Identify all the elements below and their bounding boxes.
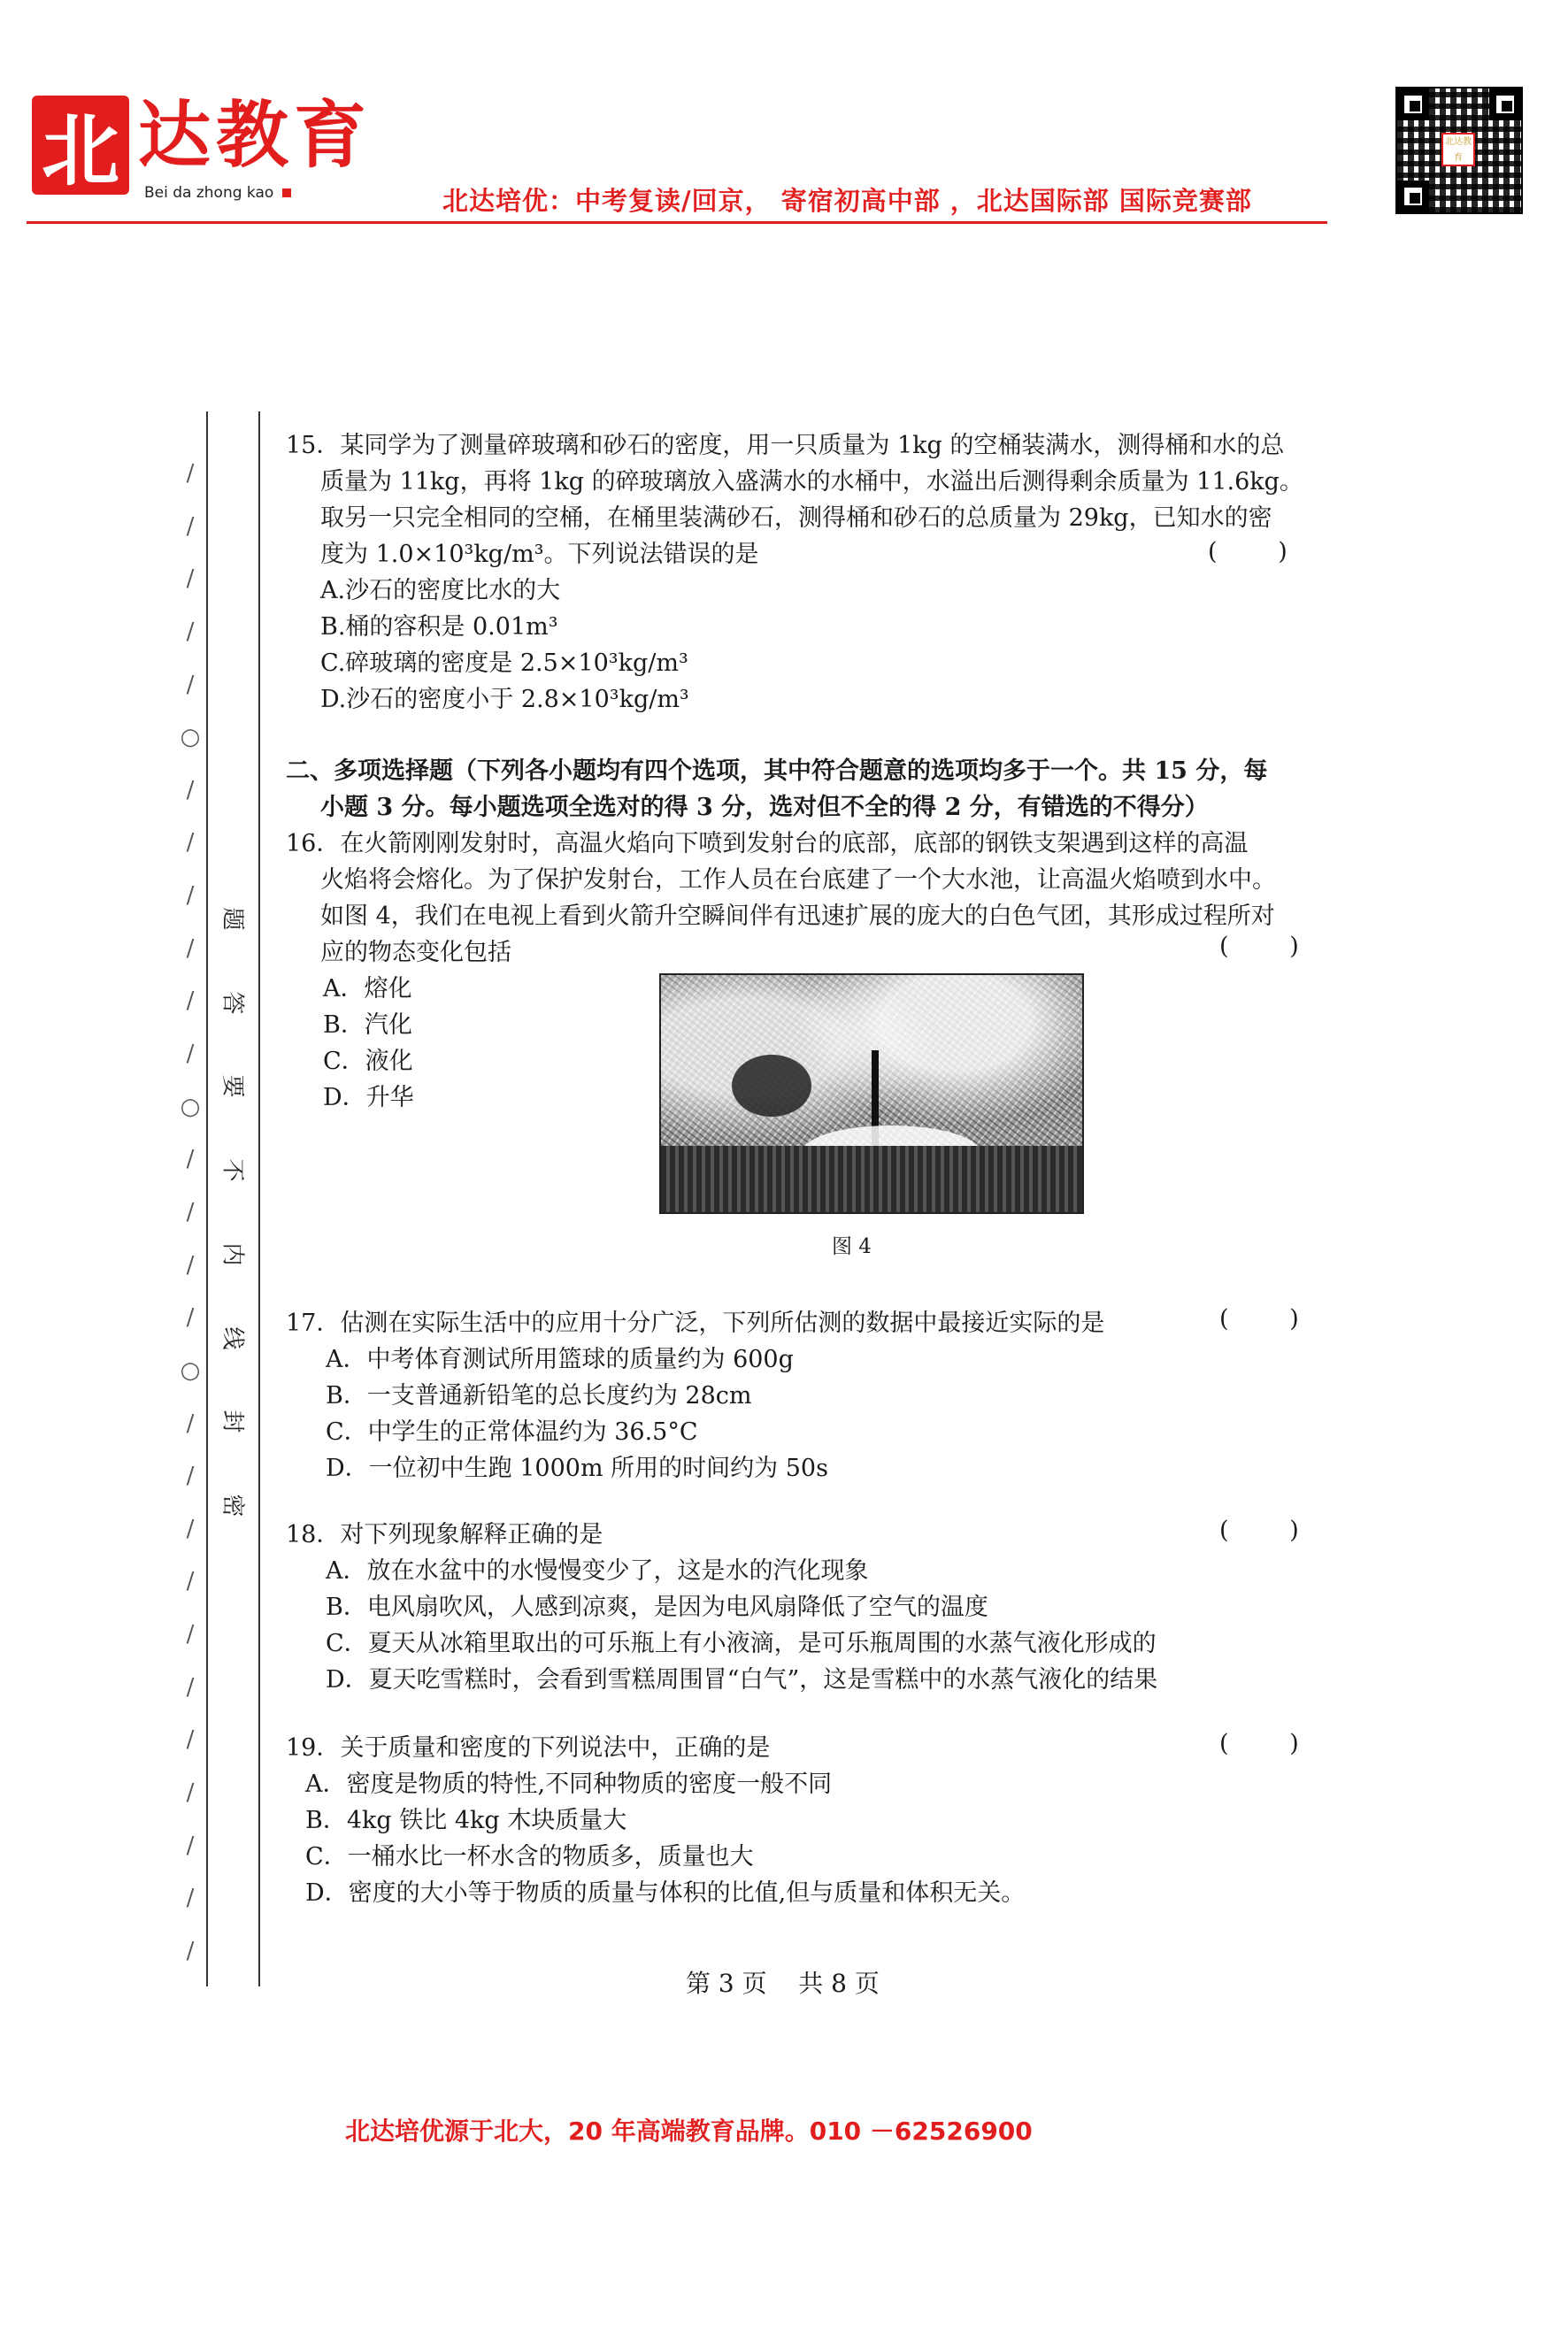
option-a: A．中考体育测试所用篮球的质量约为 600g	[326, 1346, 794, 1373]
option-a: A．熔化	[323, 975, 412, 1003]
option-c: C．液化	[323, 1048, 413, 1075]
question-18	[286, 1517, 1157, 1698]
option-c: C．中学生的正常体温约为 36.5°C	[326, 1418, 698, 1446]
answer-bracket: ( )	[1219, 1305, 1299, 1333]
answer-bracket: ( )	[1219, 933, 1299, 960]
seal-char: 内	[219, 1242, 246, 1266]
question-stem: 15．某同学为了测量碎玻璃和砂石的密度，用一只质量为 1kg 的空桶装满水，测得桶和水的总	[286, 432, 1285, 459]
rocket-launch-photo	[659, 973, 1084, 1214]
seal-char: 封	[219, 1410, 246, 1433]
option-a: A．密度是物质的特性,不同种物质的密度一般不同	[305, 1771, 833, 1798]
answer-bracket: ( )	[1219, 1730, 1299, 1757]
photo-smoke	[732, 1055, 811, 1117]
question-stem: 质量为 11kg，再将 1kg 的碎玻璃放入盛满水的水桶中，水溢出后测得剩余质量为 11.6kg。	[320, 468, 1303, 496]
question-19	[286, 1730, 1025, 1911]
qr-finder	[1397, 181, 1429, 212]
option-c: C.碎玻璃的密度是 2.5×10³kg/m³	[320, 649, 688, 677]
seal-char: 线	[219, 1326, 246, 1350]
question-17	[286, 1305, 1104, 1487]
question-stem: 火焰将会熔化。为了保护发射台，工作人员在台底建了一个大水池，让高温火焰喷到水中。	[320, 866, 1276, 894]
answer-bracket: ( )	[1219, 1517, 1299, 1544]
option-d: D．密度的大小等于物质的质量与体积的比值,但与质量和体积无关。	[305, 1879, 1026, 1907]
qr-code-icon	[1395, 87, 1523, 214]
option-a: A.沙石的密度比水的大	[320, 577, 561, 604]
answer-bracket: ( )	[1208, 538, 1287, 565]
option-d: D．夏天吃雪糕时，会看到雪糕周围冒“白气”，这是雪糕中的水蒸气液化的结果	[326, 1666, 1158, 1694]
binding-line	[258, 411, 260, 1986]
option-b: B．汽化	[323, 1011, 412, 1039]
logo-subtitle: Bei da zhong kao	[144, 184, 291, 202]
option-c: C．夏天从冰箱里取出的可乐瓶上有小液滴，是可乐瓶周围的水蒸气液化形成的	[326, 1630, 1157, 1657]
option-b: B.桶的容积是 0.01m³	[320, 613, 558, 641]
question-stem: 应的物态变化包括	[320, 939, 511, 966]
logo-mark: 北	[32, 96, 129, 195]
seal-char: 答	[219, 991, 246, 1015]
question-stem: 17．估测在实际生活中的应用十分广泛，下列所估测的数据中最接近实际的是	[286, 1310, 1105, 1337]
option-d: D．升华	[323, 1084, 414, 1111]
option-b: B．4kg 铁比 4kg 木块质量大	[305, 1807, 627, 1834]
qr-center-logo: 北达教育	[1441, 133, 1475, 166]
logo-text: 达教育	[138, 93, 373, 178]
page-number: 第 3 页 共 8 页	[686, 1969, 880, 1998]
question-stem: 18．对下列现象解释正确的是	[286, 1521, 603, 1548]
option-b: B．电风扇吹风，人感到凉爽，是因为电风扇降低了空气的温度	[326, 1594, 988, 1621]
question-stem: 度为 1.0×10³kg/m³。下列说法错误的是	[320, 541, 759, 568]
section-title-line: 二、多项选择题（下列各小题均有四个选项，其中符合题意的选项均多于一个。共 15 分，每	[286, 757, 1268, 785]
question-stem: 如图 4，我们在电视上看到火箭升空瞬间伴有迅速扩展的庞大的白色气团，其形成过程所对	[320, 903, 1275, 930]
option-c: C．一桶水比一杯水含的物质多，质量也大	[305, 1843, 754, 1871]
option-d: D.沙石的密度小于 2.8×10³kg/m³	[320, 686, 689, 713]
seal-char: 题	[219, 907, 246, 931]
question-15	[286, 427, 1303, 718]
question-stem: 取另一只完全相同的空桶，在桶里装满砂石，测得桶和砂石的总质量为 29kg，已知水的密	[320, 504, 1272, 532]
binding-line	[206, 411, 208, 1986]
binding-dashes: / / / / / ○ / / / / / / ○ / / / / ○ / / / / / / / / / / /	[180, 460, 201, 1964]
section-title	[286, 753, 1267, 826]
figure-caption: 图 4	[832, 1235, 872, 1258]
header-divider	[27, 221, 1327, 224]
photo-ground	[661, 1146, 1082, 1212]
question-stem: 16．在火箭刚刚发射时，高温火焰向下喷到发射台的底部，底部的钢铁支架遇到这样的高温	[286, 830, 1249, 857]
qr-finder	[1489, 88, 1521, 120]
section-title-line: 小题 3 分。每小题选项全选对的得 3 分，选对但不全的得 2 分，有错选的不得分）	[320, 794, 1209, 821]
footer-slogan: 北达培优源于北大，20 年高端教育品牌。010 －62526900	[345, 2117, 1033, 2146]
header-slogan: 北达培优：中考复读/回京， 寄宿初高中部 ，北达国际部 国际竞赛部	[442, 186, 1252, 216]
seal-char: 密	[219, 1494, 246, 1517]
option-a: A．放在水盆中的水慢慢变少了，这是水的汽化现象	[326, 1557, 869, 1585]
option-b: B．一支普通新铅笔的总长度约为 28cm	[326, 1382, 752, 1410]
seal-line-notice	[219, 903, 250, 1522]
qr-finder	[1397, 88, 1429, 120]
option-d: D．一位初中生跑 1000m 所用的时间约为 50s	[326, 1455, 828, 1482]
question-stem: 19．关于质量和密度的下列说法中，正确的是	[286, 1734, 771, 1762]
seal-char: 要	[219, 1074, 246, 1098]
seal-char: 不	[219, 1158, 246, 1182]
